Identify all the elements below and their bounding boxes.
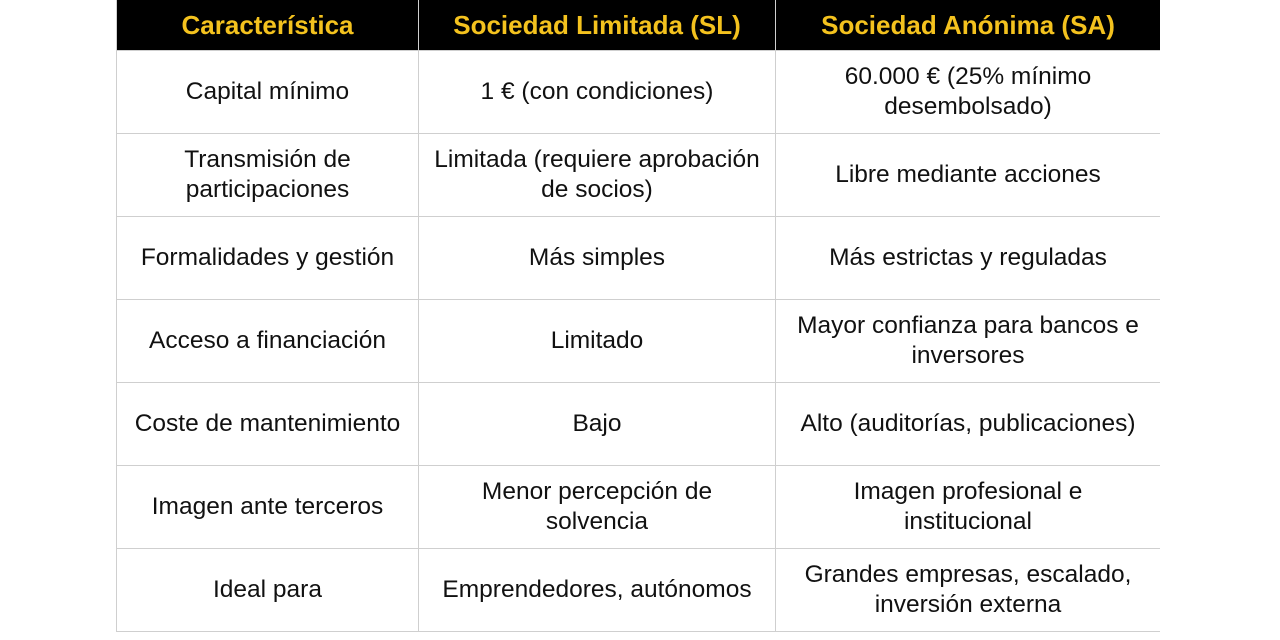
table-row [117, 383, 1161, 466]
comparison-table [116, 0, 1160, 632]
header-caracteristica: Característica [117, 0, 419, 51]
row-sa-value: Alto (auditorías, publicaciones) [776, 383, 1161, 466]
row-sa-value: Grandes empresas, escalado, inversión externa [776, 549, 1161, 632]
header-row [117, 0, 1161, 51]
table-row [117, 466, 1161, 549]
row-feature: Acceso a financiación [117, 300, 419, 383]
table-row [117, 300, 1161, 383]
row-feature: Coste de mantenimiento [117, 383, 419, 466]
row-sa-value: Libre mediante acciones [776, 134, 1161, 217]
row-sl-value: 1 € (con condiciones) [419, 51, 776, 134]
row-sl-value: Emprendedores, autónomos [419, 549, 776, 632]
row-feature: Imagen ante terceros [117, 466, 419, 549]
row-sa-value: Más estrictas y reguladas [776, 217, 1161, 300]
table-row [117, 217, 1161, 300]
table-header [117, 0, 1161, 51]
table-row [117, 51, 1161, 134]
row-sl-value: Más simples [419, 217, 776, 300]
row-feature: Ideal para [117, 549, 419, 632]
row-feature: Formalidades y gestión [117, 217, 419, 300]
row-feature: Transmisión de participaciones [117, 134, 419, 217]
row-sa-value: Mayor confianza para bancos e inversores [776, 300, 1161, 383]
row-sl-value: Limitada (requiere aprobación de socios) [419, 134, 776, 217]
row-feature: Capital mínimo [117, 51, 419, 134]
row-sl-value: Menor percepción de solvencia [419, 466, 776, 549]
row-sl-value: Bajo [419, 383, 776, 466]
header-sl: Sociedad Limitada (SL) [419, 0, 776, 51]
table-row [117, 134, 1161, 217]
comparison-table-wrapper [116, 0, 1160, 640]
row-sa-value: Imagen profesional e institucional [776, 466, 1161, 549]
row-sl-value: Limitado [419, 300, 776, 383]
row-sa-value: 60.000 € (25% mínimo desembolsado) [776, 51, 1161, 134]
header-sa: Sociedad Anónima (SA) [776, 0, 1161, 51]
table-row [117, 549, 1161, 632]
table-body [117, 51, 1161, 632]
